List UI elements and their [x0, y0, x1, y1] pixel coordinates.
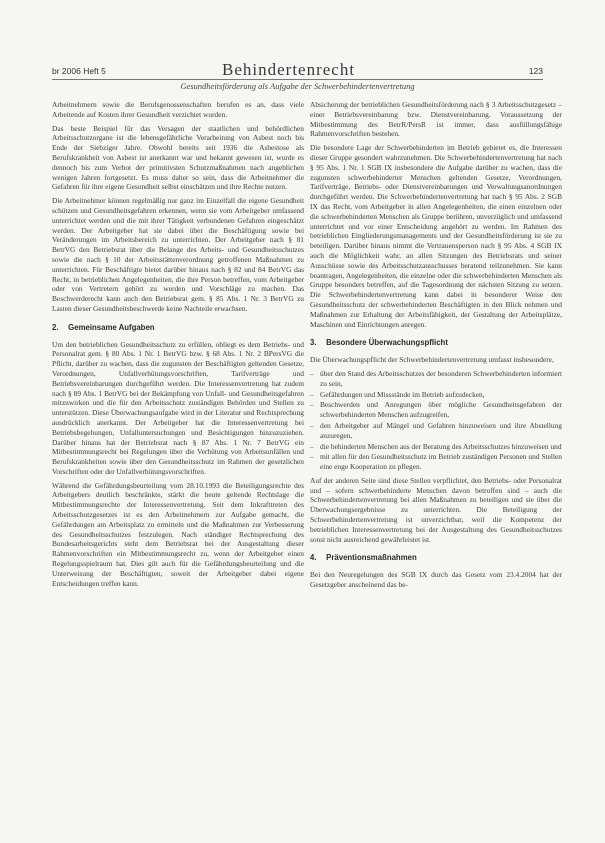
- list-item: – mit allen für den Gesundheitsschutz im Betrieb zuständigen Personen und Stellen eine enge Kooperation zu pflegen.: [310, 452, 562, 472]
- duty-list: [310, 369, 562, 472]
- page-header: [52, 60, 543, 92]
- section-heading: [52, 323, 304, 333]
- section-number: 4.: [310, 553, 317, 563]
- body-paragraph: Das beste Beispiel für das Versagen der staatlichen und behördlichen Arbeitsschutzorgane ist die lebensgefährliche Verarbeitung von Asbest noch bis Ende der Siebziger Jahre. Obwohl bereits seit 1936 die Asbestose als Berufskrankheit von Asbest ist anerkannt war und bekannt gewesen ist, wurde es dennoch bis zum Verbot der primitivsten Schutzmaßnahmen nach angeblichen wenigen Jahren fortgesetzt. Es muss daher so sein, dass die Arbeitnehmer die Gefahren für ihre eigene Gesundheit selbst einschätzen und ihre Rechte nutzen.: [52, 123, 304, 192]
- issue-label: br 2006 Heft 5: [52, 66, 106, 76]
- body-paragraph: Um den betrieblichen Gesundheitsschutz zu erfüllen, obliegt es dem Betriebs- und Personalrat gem. § 80 Abs. 1 Nr. 1 BetrVG bzw. § 68 Abs. 1 Nr. 2 BPersVG die Pflicht, darüber zu wachen, dass die zugunsten der Beschäftigten geltenden Gesetze, Verordnungen, Unfallverhütungsvorschriften, Tarifverträge und Betriebsvereinbarungen durchgeführt werden. Die Interessenvertretung hat zudem nach § 89 Abs. 1 BetrVG bei der Bekämpfung von Unfall- und Gesundheitsgefahren mitzuwirken und die für den Arbeitsschutz zuständigen Behörden und Stellen zu unterstützen. Diese Überwachungsaufgabe wird in der Literatur und Rechtsprechung ausdrücklich anerkannt. Der Arbeitgeber hat die Interessenvertretung bei Betriebsbegehungen, Unfalluntersuchungen und Besichtigungen hinzuzuziehen. Darüber hinaus hat der Betriebsrat nach § 87 Abs. 1 Nr. 7 BetrVG ein Mitbestimmungsrecht bei Regelungen über die Verhütung von Arbeitsunfällen und Berufskrankheiten sowie über den Gesundheitsschutz im Rahmen der gesetzlichen Vorschriften oder der Unfallverhütungsvorschriften.: [52, 339, 304, 476]
- header-rule: [52, 79, 543, 80]
- article-running-title: Gesundheitsförderung als Aufgabe der Schwerbehindertenvertretung: [180, 81, 415, 91]
- section-number: 3.: [310, 338, 317, 348]
- section-title: Präventionsmaßnahmen: [326, 553, 417, 563]
- journal-title: Behindertenrecht: [222, 60, 356, 79]
- body-paragraph: Auf der anderen Seite sind diese Stellen verpflichtet, den Betriebs- oder Personalrat und – sofern schwerbehinderte Menschen davon betroffen sind – auch die Schwerbehindertenvertretung bei allen Maßnahmen zu beteiligen und sie über die Überwachungsergebnisse zu unterrichten. Die Beteiligung der Schwerbehindertenvertretung ist unverzichtbar, weil die Kompetenz der betrieblichen Interessenvertretung bei der Ausgestaltung des Gesundheitsschutzes sonst nicht ausreichend gewährleistet ist.: [310, 475, 562, 544]
- section-title: Gemeinsame Aufgaben: [68, 322, 155, 332]
- page-number: 123: [528, 66, 543, 76]
- list-item: – über den Stand des Arbeitsschutzes der besonderen Schwerbehinderten informiert zu sein,: [310, 369, 562, 389]
- list-item: – Beschwerden und Anregungen über mögliche Gesundheitsgefahren der schwerbehinderten Menschen aufzugreifen,: [310, 400, 562, 420]
- body-paragraph: Während die Gefährdungsbeurteilung vom 28.10.1993 die Beteiligungsrechte des Arbeitgebers deutlich beschränkte, stärkt die heute geltende Rechtslage die Mitbestimmungsrechte der Interessenvertretung. Seit dem Inkrafttreten des Arbeitsschutzgesetzes ist es den Arbeitnehmern zur Aufgabe gemacht, die Gefährdungen am Arbeitsplatz zu ermitteln und die Maßnahmen zur Verbesserung des Gesundheitsschutzes festzulegen. Nach ständiger Rechtsprechung des Bundesarbeitsgerichts steht dem Betriebsrat bei der Ausgestaltung dieser Rahmenvorschriften ein Mitbestimmungsrecht zu, wenn der Arbeitgeber einen Regelungsspielraum hat. Dies gilt auch für die Gefährdungsbeurteilung und die Unterweisung der Beschäftigten, soweit der Arbeitgeber dabei eigene Entscheidungen treffen kann.: [52, 480, 304, 588]
- body-paragraph: Bei den Neuregelungen des SGB IX durch das Gesetz vom 23.4.2004 hat der Gesetzgeber anscheinend das be-: [310, 570, 562, 590]
- right-column: [310, 100, 562, 594]
- body-paragraph: Die besondere Lage der Schwerbehinderten im Betrieb gebietet es, die Interessen dieser Gruppe gesondert wahrzunehmen. Die Schwerbehindertenvertretung hat nach § 95 Abs. 1 Nr. 1 SGB IX insbesondere die Aufgabe darüber zu wachen, dass die zugunsten schwerbehinderter Menschen geltenden Gesetze, Verordnungen, Tarifverträge, Betriebs- oder Dienstvereinbarungen und Verwaltungsanordnungen durchgeführt werden. Die Schwerbehindertenvertretung hat nach § 95 Abs. 2 SGB IX das Recht, vom Arbeitgeber in allen Angelegenheiten, die einen einzelnen oder die schwerbehinderten Menschen als Gruppe berühren, unverzüglich und umfassend unterrichtet und vor einer Entscheidung angehört zu werden. Im Rahmen des betrieblichen Eingliederungsmanagements und der Gesundheitsförderung ist sie zu beteiligen. Darüber hinaus nimmt die Vertrauensperson nach § 95 Abs. 4 SGB IX auch die Möglichkeit wahr, an allen Sitzungen des Betriebsrats und seiner Ausschüsse sowie des Arbeitsschutzausschusses beratend teilzunehmen. Sie kann beantragen, Angelegenheiten, die einzelne oder die schwerbehinderten Menschen als Gruppe besonders betreffen, auf die Tagesordnung der nächsten Sitzung zu setzen. Die Schwerbehindertenvertretung kann dabei in besonderer Weise den Gesundheitsschutz der schwerbehinderten Beschäftigten in den Blick nehmen und Maßnahmen zur Erhaltung der Arbeitsfähigkeit, der Gestaltung der Arbeitsplätze, Maschinen und Einrichtungen anregen.: [310, 143, 562, 329]
- list-item: – den Arbeitgeber auf Mängel und Gefahren hinzuweisen und ihre Abstellung anzuregen,: [310, 421, 562, 441]
- body-paragraph: Absicherung der betrieblichen Gesundheitsförderung nach § 3 Arbeitsschutzgesetz – einer Betriebsvereinbarung bzw. Dienstvereinbarung. Voraussetzung der Mitbestimmung des BetrR/PersR ist immer, dass ausfüllungsfähige Rahmenvorschriften bestehen.: [310, 100, 562, 139]
- body-paragraph: Die Überwachungspflicht der Schwerbehindertenvertretung umfasst insbesondere,: [310, 355, 554, 365]
- section-heading: [310, 338, 562, 348]
- list-item: – Gefährdungen und Missstände im Betrieb aufzudecken,: [310, 390, 562, 400]
- list-item: – die behinderten Menschen aus der Beratung des Arbeitsschutzes hinzuweisen und: [310, 442, 562, 452]
- section-title: Besondere Überwachungspflicht: [326, 338, 448, 348]
- section-heading: [310, 553, 562, 563]
- body-paragraph: Arbeitnehmern sowie die Berufsgenossenschaften berufen es an, dass viele Arbeitende auf Kosten ihrer Gesundheit verzichtet wurden.: [52, 100, 304, 119]
- left-column: [52, 100, 304, 592]
- section-number: 2.: [52, 322, 59, 332]
- body-paragraph: Die Arbeitnehmer können regelmäßig nur ganz im Einzelfall die eigene Gesundheit schützen und Gesundheitsgefahren erkennen, wenn sie vom Arbeitgeber umfassend unterrichtet werden und die mit ihrer Tätigkeit verbundenen Gefahren eingeschätzt werden. Der Arbeitgeber hat sie dabei über die Beschäftigung sowie bei Veränderungen im Arbeitsbereich zu unterrichten. Der Arbeitgeber nach § 81 BetrVG den Betriebsrat über die Belange des Arbeits- und Gesundheitsschutzes sowie die nach § 10 der Arbeitsstättenverordnung getroffenen Maßnahmen zu unterrichten. Für Beschäftigte bietet darüber hinaus nach § 82 und 84 BetrVG das Recht, in betrieblichen Angelegenheiten, die ihre Person betreffen, vom Arbeitgeber oder von Vertretern gehört zu werden und Vorschläge zu machen. Das Beschwerderecht kann auch den Betriebsrat gem. § 85 Abs. 1 Nr. 3 BetrVG zu Lasten dieser Gesundheitsbeschwerde keine Nachteile erwachsen.: [52, 196, 304, 313]
